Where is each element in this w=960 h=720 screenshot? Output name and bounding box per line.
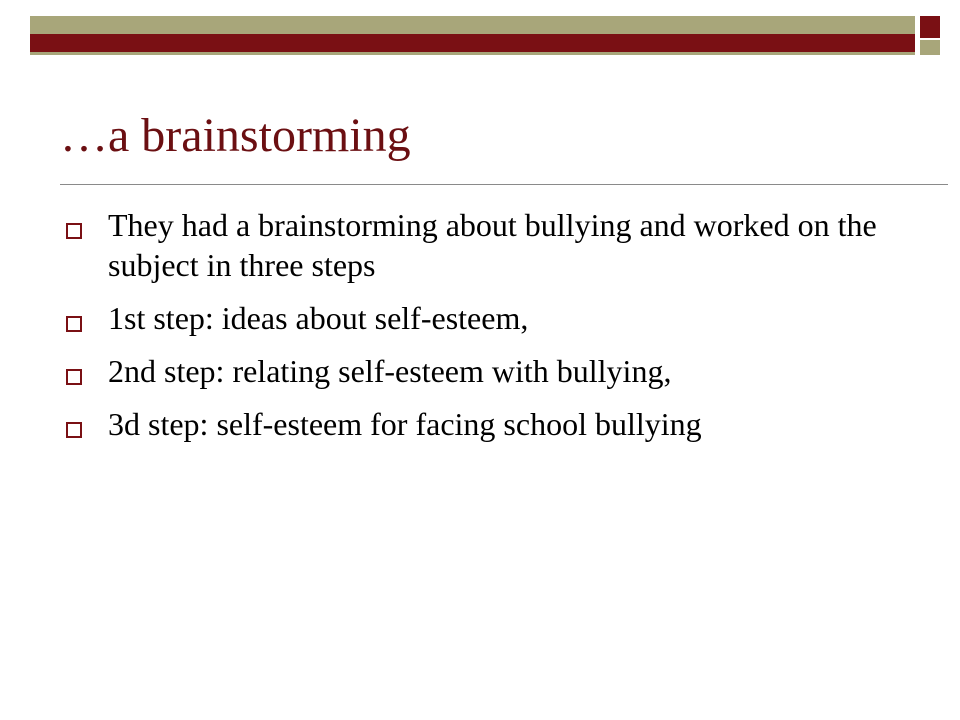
- square-bullet-icon: [66, 422, 82, 438]
- corner-block-red: [920, 16, 940, 38]
- header-band-red: [30, 34, 915, 52]
- header-band-olive: [30, 16, 915, 34]
- title-divider: [60, 184, 948, 185]
- bullet-item: [66, 205, 906, 285]
- slide-title: …a brainstorming: [60, 109, 411, 162]
- bullet-item: [66, 351, 906, 391]
- bullet-list: [66, 205, 906, 457]
- corner-block-olive: [920, 40, 940, 55]
- square-bullet-icon: [66, 316, 82, 332]
- bullet-text: 2nd step: relating self-esteem with bullying,: [108, 353, 672, 389]
- bullet-text: They had a brainstorming about bullying and worked on the subject in three steps: [108, 207, 877, 283]
- square-bullet-icon: [66, 223, 82, 239]
- header-band-olive-thin: [30, 52, 915, 55]
- bullet-item: [66, 298, 906, 338]
- square-bullet-icon: [66, 369, 82, 385]
- bullet-text: 1st step: ideas about self-esteem,: [108, 300, 529, 336]
- bullet-item: [66, 404, 906, 444]
- bullet-text: 3d step: self-esteem for facing school bullying: [108, 406, 702, 442]
